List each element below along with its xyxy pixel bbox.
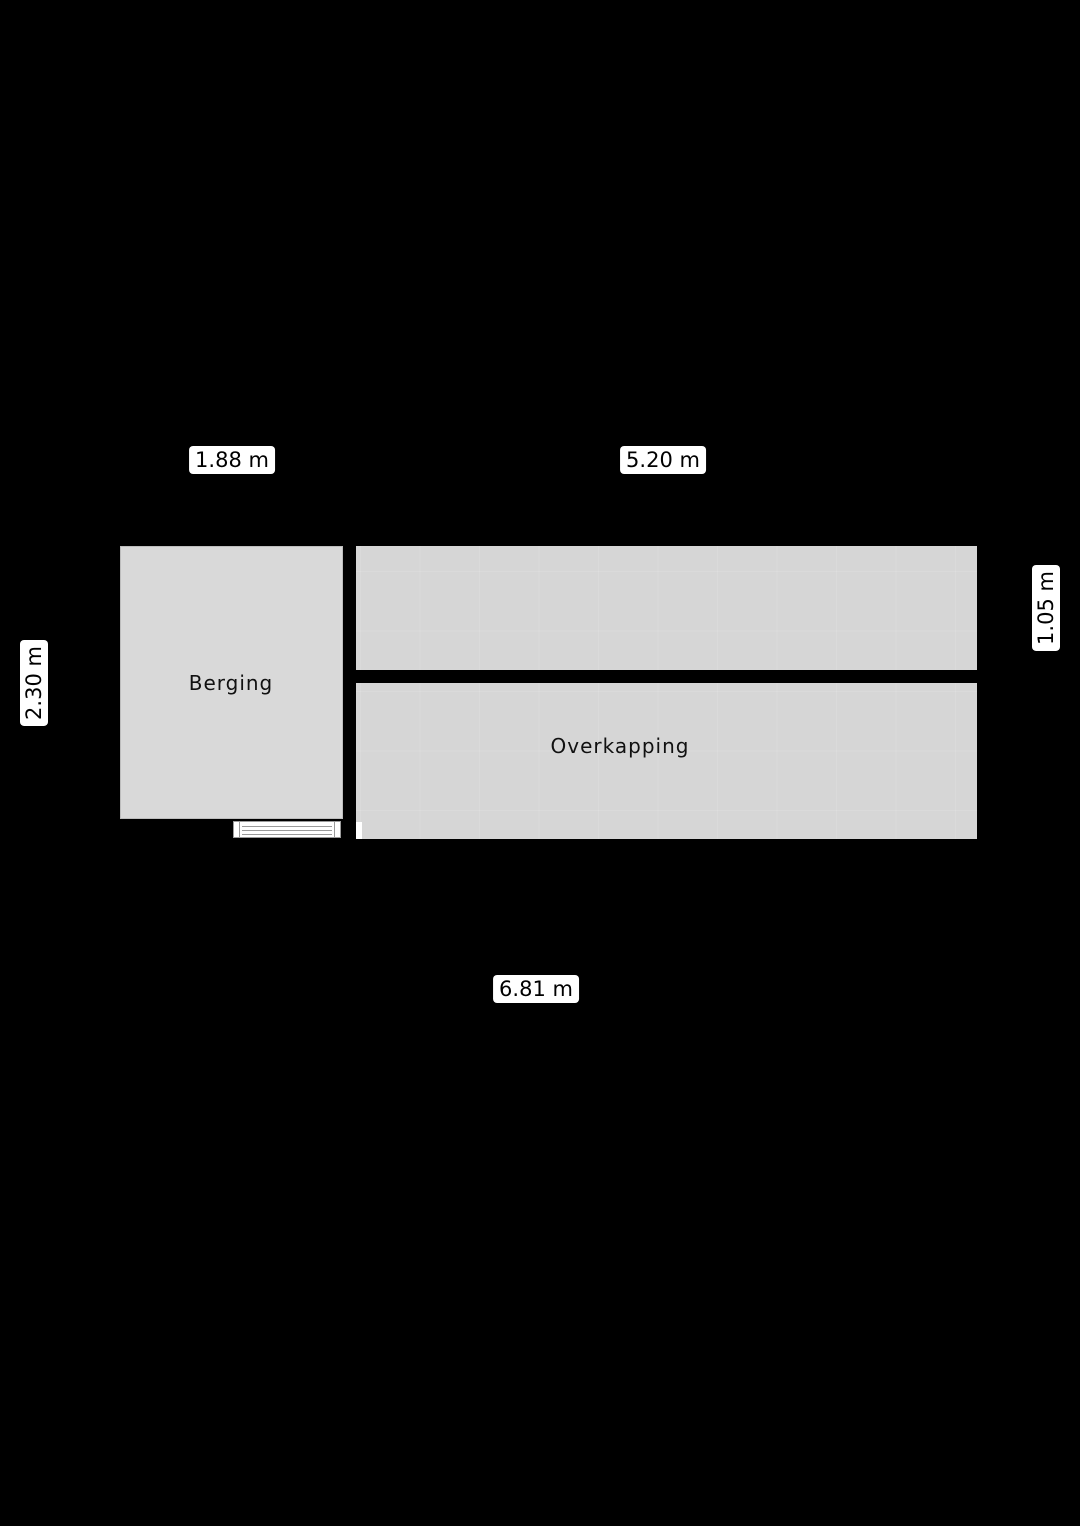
dimension-overkapping-width: 5.20 m (620, 446, 706, 474)
door-line (242, 830, 332, 831)
dimension-total-width: 6.81 m (493, 975, 579, 1003)
room-label-berging: Berging (188, 671, 274, 695)
dimension-berging-depth: 2.30 m (20, 640, 48, 726)
dimension-berging-width: 1.88 m (189, 446, 275, 474)
door-jamb-right (334, 822, 340, 837)
room-label-overkapping: Overkapping (550, 734, 690, 758)
door-symbol (233, 821, 341, 838)
wall-stub (356, 822, 362, 839)
dimension-strip-depth: 1.05 m (1032, 565, 1060, 651)
door-line (242, 826, 332, 827)
door-jamb-left (234, 822, 240, 837)
room-overkapping (356, 683, 977, 839)
room-overkapping-strip (356, 546, 977, 670)
door-line (242, 834, 332, 835)
